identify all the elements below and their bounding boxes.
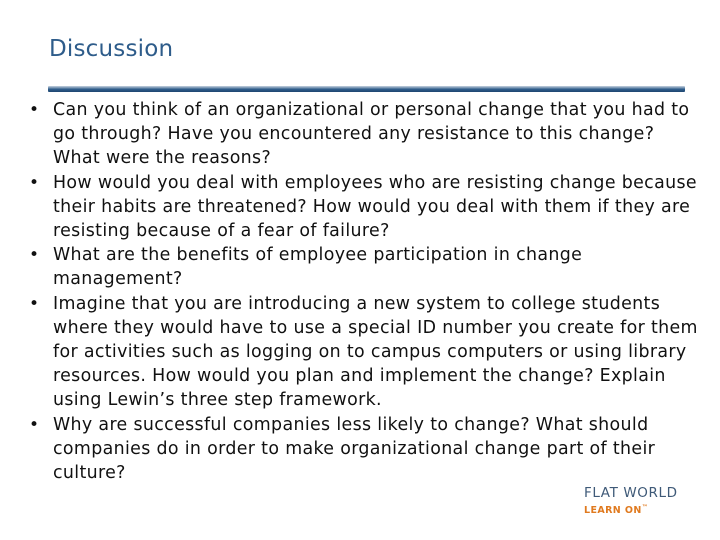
question-text: Can you think of an organizational or personal change that you had to go through? Have you encountered any resistance to this change? What were the reasons? (53, 100, 690, 169)
logo-wordmark: FLAT WORLD (584, 485, 678, 501)
list-item (29, 171, 701, 244)
logo-tagline (584, 501, 694, 518)
list-item (29, 98, 701, 171)
bullet-icon: • (29, 172, 40, 193)
question-text: How would you deal with employees who are resisting change because their habits are threatened? How would you deal with them if they are resisting because of a fear of failure? (53, 172, 697, 242)
bullet-icon: • (29, 414, 40, 435)
list-item (29, 292, 701, 413)
title-divider (48, 86, 685, 92)
bullet-icon: • (29, 293, 40, 314)
list-item (29, 413, 701, 486)
question-text: Why are successful companies less likely to change? What should companies do in order to make organizational change part of their culture? (53, 414, 656, 484)
trademark-mark: ™ (641, 504, 649, 511)
bullet-icon: • (29, 100, 40, 120)
question-text: What are the benefits of employee participation in change management? (53, 245, 583, 290)
list-item (29, 243, 701, 291)
flat-world-logo (584, 486, 694, 518)
discussion-question-list (29, 98, 701, 485)
question-text: Imagine that you are introducing a new system to college students where they would have to use a special ID number you create for them for activities such as logging on to campus computers or using library resources. How would you plan and implement the change? Explain using Lewin’s three step framework. (53, 293, 698, 411)
bullet-icon: • (29, 245, 40, 266)
slide-title: Discussion (49, 36, 174, 62)
logo-tagline-text: LEARN ON (584, 505, 642, 517)
